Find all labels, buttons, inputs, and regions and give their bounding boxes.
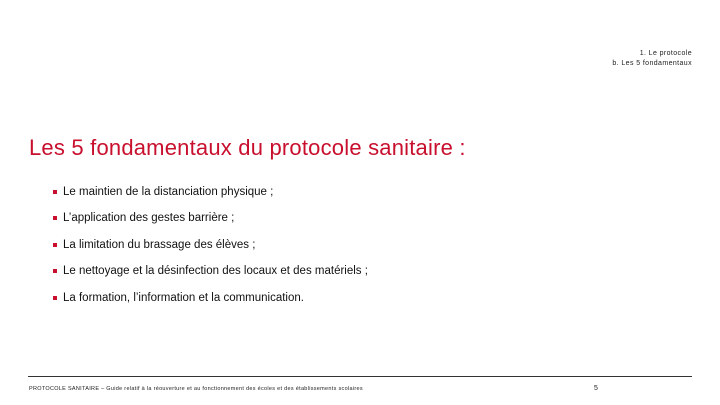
bullet-square-icon: [53, 269, 57, 273]
bullet-square-icon: [53, 243, 57, 247]
bullet-item-distanciation: [53, 183, 368, 200]
section-ref-line-2: b. Les 5 fondamentaux: [612, 60, 692, 67]
bullet-square-icon: [53, 190, 57, 194]
footer-divider: [28, 376, 692, 377]
page-number: 5: [594, 385, 598, 392]
bullet-text: Le nettoyage et la désinfection des locaux et des matériels ;: [63, 265, 368, 278]
slide-title: Les 5 fondamentaux du protocole sanitaire :: [29, 134, 466, 160]
bullet-list: [53, 183, 368, 316]
bullet-item-nettoyage: [53, 263, 368, 280]
section-ref-line-1: 1. Le protocole: [639, 50, 692, 57]
bullet-square-icon: [53, 216, 57, 220]
bullet-item-formation: [53, 289, 368, 306]
bullet-item-brassage: [53, 236, 368, 253]
bullet-square-icon: [53, 296, 57, 300]
bullet-text: La limitation du brassage des élèves ;: [63, 238, 256, 251]
bullet-text: La formation, l’information et la communication.: [63, 291, 304, 304]
footer-text: PROTOCOLE SANITAIRE – Guide relatif à la réouverture et au fonctionnement des écoles et des établissements scolaires: [29, 386, 363, 392]
bullet-item-gestes-barriere: [53, 210, 368, 227]
section-reference: [612, 49, 692, 69]
bullet-text: L’application des gestes barrière ;: [63, 212, 235, 225]
bullet-text: Le maintien de la distanciation physique ;: [63, 185, 274, 198]
